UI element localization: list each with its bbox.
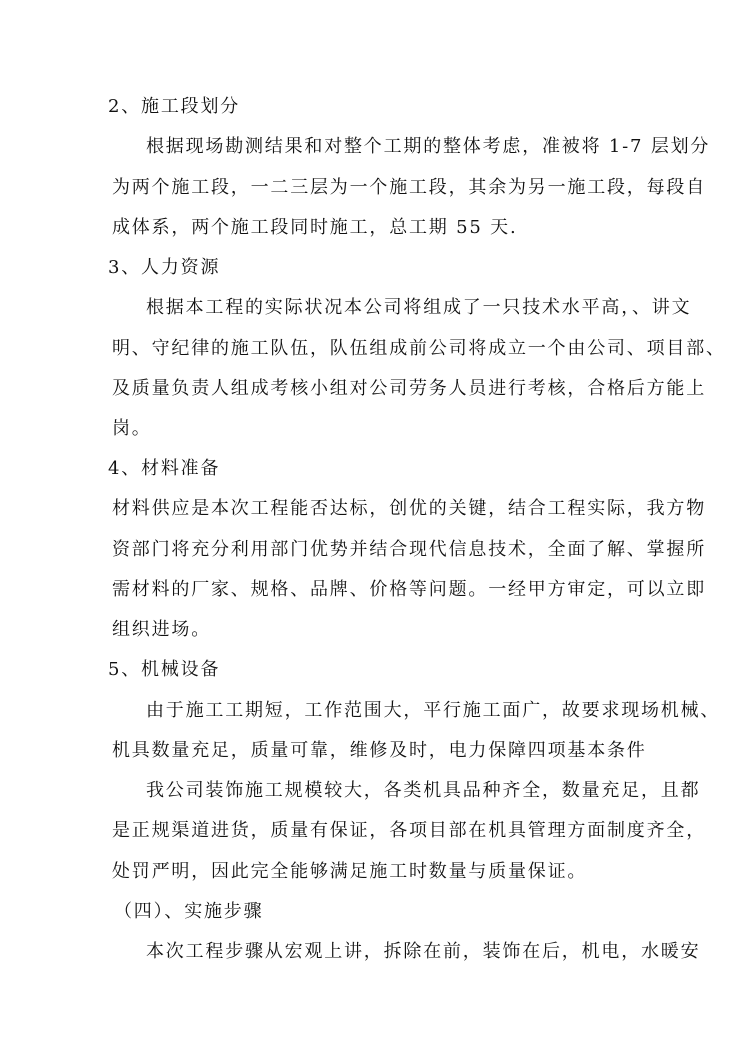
paragraph-line: 需材料的厂家、规格、品牌、价格等问题。一经甲方审定，可以立即: [112, 579, 706, 600]
section-heading-implementation-steps: （四）、实施步骤: [114, 901, 264, 922]
paragraph-line: 为两个施工段，一二三层为一个施工段，其余为另一施工段，每段自: [112, 177, 706, 198]
paragraph-line: 及质量负责人组成考核小组对公司劳务人员进行考核，合格后方能上: [112, 378, 706, 399]
paragraph-line: 是正规渠道进货，质量有保证，各项目部在机具管理方面制度齐全，: [112, 820, 706, 841]
paragraph-line: 我公司装饰施工规模较大，各类机具品种齐全，数量充足，且都: [146, 780, 701, 801]
paragraph-line: 根据本工程的实际状况本公司将组成了一只技术水平高，、讲文: [146, 297, 692, 318]
paragraph-line: 根据现场勘测结果和对整个工期的整体考虑，准被将 1-7 层划分: [146, 136, 711, 157]
paragraph-line: 机具数量充足，质量可靠，维修及时，电力保障四项基本条件: [112, 740, 647, 761]
section-heading-human-resources: 3、人力资源: [108, 257, 221, 278]
section-heading-construction-stages: 2、施工段划分: [108, 96, 241, 117]
paragraph-line: 明、守纪律的施工队伍，队伍组成前公司将成立一个由公司、项目部、: [112, 338, 726, 359]
section-heading-materials: 4、材料准备: [108, 458, 221, 479]
paragraph-line: 成体系，两个施工段同时施工，总工期 55 天.: [112, 217, 518, 238]
paragraph-line: 处罚严明，因此完全能够满足施工时数量与质量保证。: [112, 861, 588, 882]
paragraph-line: 岗。: [112, 418, 152, 439]
paragraph-line: 组织进场。: [112, 619, 211, 640]
paragraph-line: 材料供应是本次工程能否达标，创优的关键，结合工程实际，我方物: [112, 498, 706, 519]
paragraph-line: 资部门将充分利用部门优势并结合现代信息技术，全面了解、掌握所: [112, 539, 706, 560]
paragraph-line: 由于施工工期短，工作范围大，平行施工面广，故要求现场机械、: [146, 700, 721, 721]
paragraph-line: 本次工程步骤从宏观上讲，拆除在前，装饰在后，机电，水暖安: [146, 941, 701, 962]
section-heading-machinery: 5、机械设备: [108, 659, 221, 680]
